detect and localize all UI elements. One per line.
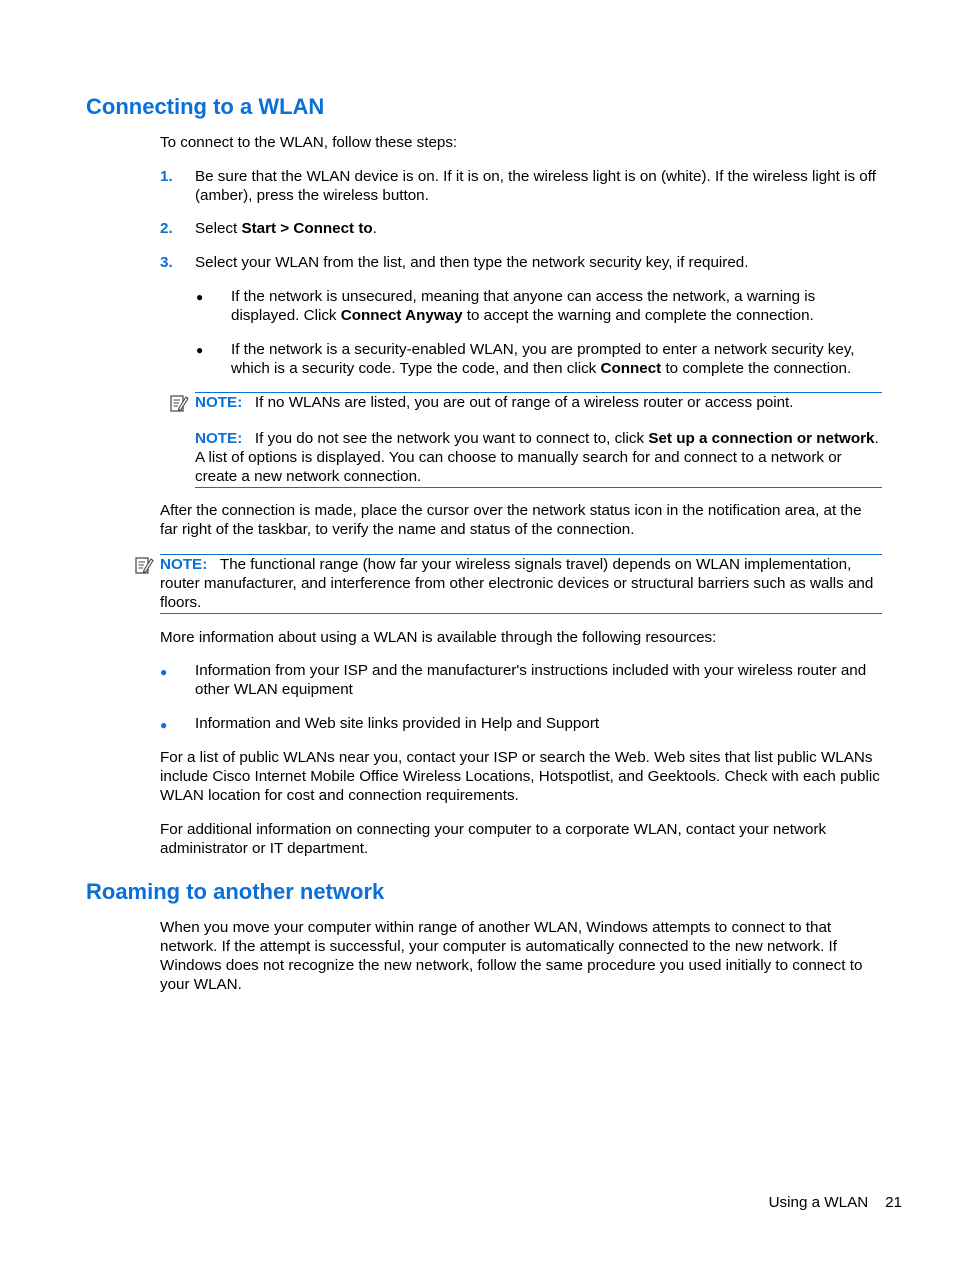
step-text: Select Start > Connect to. bbox=[195, 220, 377, 237]
note-text: NOTE: The functional range (how far your wireless signals travel) depends on WLAN implementation, router manufacturer, and interference from other electronic devices or structural barriers such as walls and floors. bbox=[160, 556, 874, 611]
bullet-icon: ● bbox=[160, 718, 168, 732]
step-number: 1. bbox=[160, 168, 173, 185]
footer-section: Using a WLAN bbox=[768, 1194, 869, 1211]
page-footer bbox=[769, 1193, 902, 1212]
step-number: 3. bbox=[160, 254, 173, 271]
bullet-icon: ● bbox=[196, 290, 204, 304]
bullet-icon: ● bbox=[160, 665, 168, 679]
intro-text: To connect to the WLAN, follow these steps: bbox=[160, 134, 458, 151]
public-wlans-text: For a list of public WLANs near you, contact your ISP or search the Web. Web sites that list public WLANs include Cisco Internet Mobile Office Wireless Locations, Hotspotlist, and Geektools. Check with each public WLAN location for cost and connection requirements. bbox=[160, 749, 880, 804]
heading-connecting-wlan: Connecting to a WLAN bbox=[86, 94, 325, 119]
sub-bullet-text: If the network is unsecured, meaning that anyone can access the network, a warning is displayed. Click Connect Anyway to accept the warning and complete the connection. bbox=[231, 288, 816, 324]
note-text: NOTE: If no WLANs are listed, you are out of range of a wireless router or access point. bbox=[195, 394, 794, 411]
note-bottom-rule bbox=[195, 487, 882, 488]
roaming-text: When you move your computer within range of another WLAN, Windows attempts to connect to that network. If the attempt is successful, your computer is automatically connected to the new network. If Windows does not recognize the new network, follow the same procedure you used initially to connect to your WLAN. bbox=[160, 919, 863, 993]
step-number: 2. bbox=[160, 220, 173, 237]
note-icon bbox=[169, 393, 189, 413]
sub-bullet-text: If the network is a security-enabled WLAN, you are prompted to enter a network security key, which is a security code. Type the code, and then click Connect to complete the connection. bbox=[231, 341, 855, 377]
note-text: NOTE: If you do not see the network you want to connect to, click Set up a connection or network. A list of options is displayed. You can choose to manually search for and connect to a network or create a new network connection. bbox=[195, 430, 879, 485]
resource-item: Information from your ISP and the manufacturer's instructions included with your wireless router and other WLAN equipment bbox=[195, 662, 867, 698]
more-info-text: More information about using a WLAN is available through the following resources: bbox=[160, 629, 717, 646]
page-number: 21 bbox=[885, 1194, 902, 1211]
bullet-icon: ● bbox=[196, 343, 204, 357]
step-text: Be sure that the WLAN device is on. If it is on, the wireless light is on (white). If the wireless light is off (amber), press the wireless button. bbox=[195, 168, 876, 204]
note-icon bbox=[134, 555, 154, 575]
note-bottom-rule bbox=[160, 613, 882, 614]
heading-roaming: Roaming to another network bbox=[86, 879, 385, 904]
corporate-wlan-text: For additional information on connecting your computer to a corporate WLAN, contact your network administrator or IT department. bbox=[160, 821, 827, 857]
after-connection-text: After the connection is made, place the cursor over the network status icon in the notification area, at the far right of the taskbar, to verify the name and status of the connection. bbox=[160, 502, 862, 538]
step-text: Select your WLAN from the list, and then type the network security key, if required. bbox=[195, 254, 749, 271]
resource-item: Information and Web site links provided in Help and Support bbox=[195, 715, 600, 732]
